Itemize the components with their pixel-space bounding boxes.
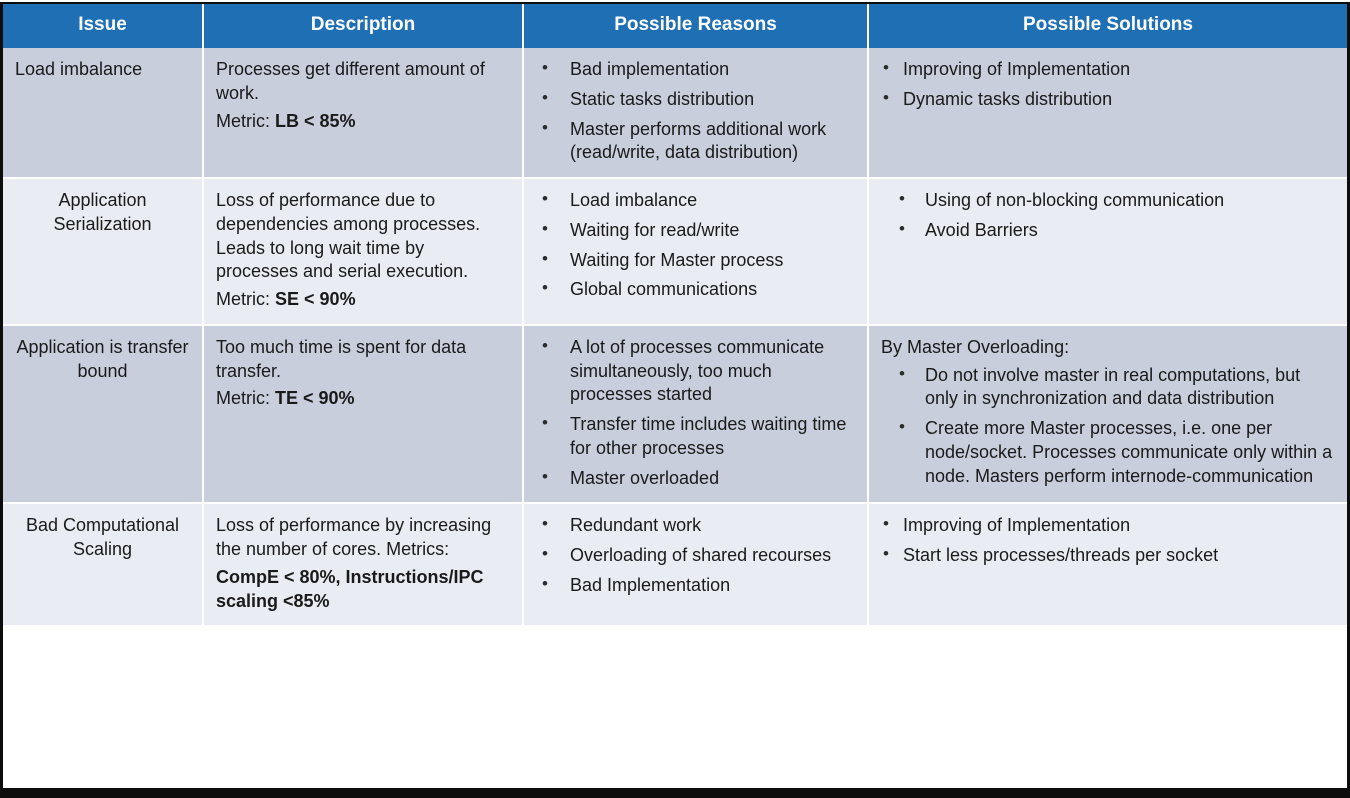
list-item: • Load imbalance: [536, 189, 855, 213]
list-item: • Avoid Barriers: [881, 219, 1335, 243]
cell-description: [203, 503, 523, 626]
metric-value: SE < 90%: [275, 289, 356, 309]
cell-issue: Bad Computational Scaling: [3, 503, 203, 626]
list-item: • Dynamic tasks distribution: [881, 88, 1335, 112]
reasons-list: [536, 514, 855, 597]
description-text: Processes get different amount of work.: [216, 59, 485, 103]
reasons-list: [536, 189, 855, 302]
cell-description: [203, 48, 523, 178]
cell-description: [203, 325, 523, 504]
list-item: • Create more Master processes, i.e. one per node/socket. Processes communicate only within a node. Masters perform internode-communication: [881, 417, 1335, 488]
list-item: • Waiting for Master process: [536, 249, 855, 273]
list-item: • A lot of processes communicate simultaneously, too much processes started: [536, 336, 855, 407]
cell-issue: Load imbalance: [3, 48, 203, 178]
metric-label: Metric:: [216, 289, 276, 309]
list-item: • Bad Implementation: [536, 574, 855, 598]
list-item: • Improving of Implementation: [881, 58, 1335, 82]
description-metric: [216, 387, 510, 411]
solutions-heading: By Master Overloading:: [881, 336, 1070, 357]
list-item: • Overloading of shared recourses: [536, 544, 855, 568]
solutions-list: [881, 514, 1335, 568]
metric-value: CompE < 80%, Instructions/IPC scaling <85%: [216, 566, 484, 611]
cell-possible-solutions: [868, 503, 1347, 626]
description-text: Too much time is spent for data transfer.: [216, 336, 467, 381]
list-item: • Master performs additional work (read/write, data distribution): [536, 118, 855, 166]
list-item: • Do not involve master in real computations, but only in synchronization and data distribution: [881, 364, 1335, 412]
metric-label: Metric:: [216, 388, 276, 409]
cell-possible-reasons: [523, 178, 868, 325]
column-header-possible-reasons: Possible Reasons: [523, 2, 868, 48]
description-metric: [216, 566, 510, 614]
reasons-list: [536, 58, 855, 165]
description-text: Loss of performance by increasing the number of cores. Metrics:: [216, 515, 492, 559]
cell-possible-reasons: [523, 48, 868, 178]
solutions-list: [881, 364, 1335, 489]
frame-top-edge: [0, 2, 1350, 4]
slide-root: [0, 2, 1350, 798]
list-item: • Static tasks distribution: [536, 88, 855, 112]
cell-possible-solutions: [868, 48, 1347, 178]
description-text: Loss of performance due to dependencies among processes. Leads to long wait time by processes and serial execution.: [216, 190, 481, 282]
column-header-issue: Issue: [3, 2, 203, 48]
list-item: • Start less processes/threads per socket: [881, 544, 1335, 568]
metric-value: TE < 90%: [275, 388, 355, 409]
metric-value: LB < 85%: [275, 110, 356, 131]
solutions-list: [881, 189, 1335, 243]
list-item: • Bad implementation: [536, 58, 855, 82]
cell-possible-reasons: [523, 325, 868, 504]
column-header-possible-solutions: Possible Solutions: [868, 2, 1347, 48]
list-item: • Redundant work: [536, 514, 855, 538]
frame-bottom-bar: [0, 788, 1350, 798]
table-row: [3, 503, 1347, 626]
cell-issue: Application Serialization: [3, 178, 203, 325]
cell-possible-reasons: [523, 503, 868, 626]
list-item: • Waiting for read/write: [536, 219, 855, 243]
table-row: [3, 48, 1347, 178]
table-row: [3, 178, 1347, 325]
description-metric: [216, 110, 510, 134]
issues-table: [3, 2, 1347, 627]
solutions-list: [881, 58, 1335, 112]
reasons-list: [536, 336, 855, 491]
cell-possible-solutions: [868, 178, 1347, 325]
column-header-description: Description: [203, 2, 523, 48]
list-item: • Using of non-blocking communication: [881, 189, 1335, 213]
table-row: [3, 325, 1347, 504]
cell-description: [203, 178, 523, 325]
metric-label: Metric:: [216, 110, 276, 131]
list-item: • Improving of Implementation: [881, 514, 1335, 538]
description-metric: [216, 288, 510, 312]
frame-left-edge: [0, 2, 3, 798]
list-item: • Transfer time includes waiting time for other processes: [536, 413, 855, 461]
table-header-row: [3, 2, 1347, 48]
list-item: • Global communications: [536, 278, 855, 302]
list-item: • Master overloaded: [536, 467, 855, 491]
cell-issue: Application is transfer bound: [3, 325, 203, 504]
cell-possible-solutions: [868, 325, 1347, 504]
